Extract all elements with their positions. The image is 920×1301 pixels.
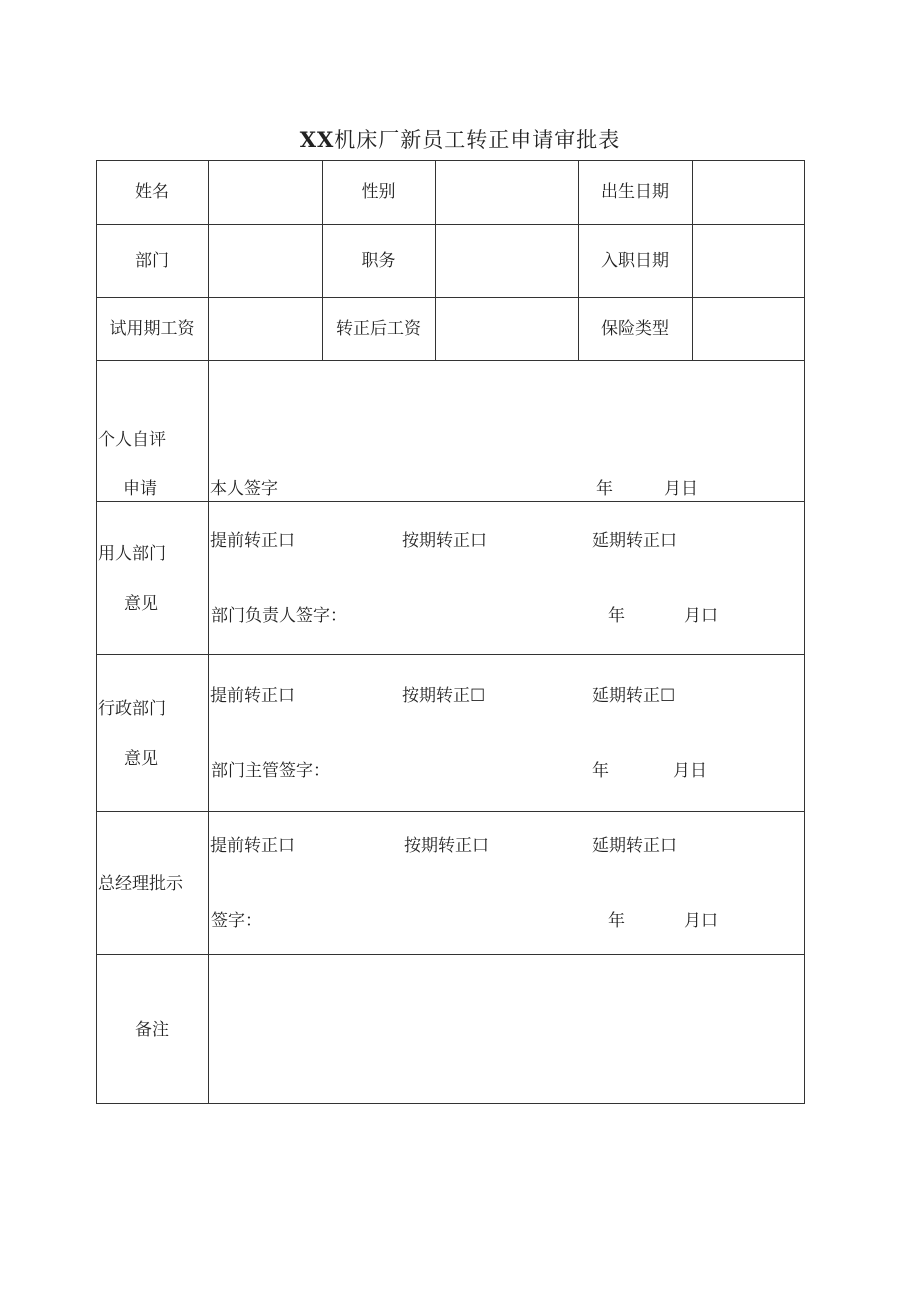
approval-form-table <box>96 160 805 1104</box>
admin-signature-label: 部门主管签字： <box>211 761 330 781</box>
gm-month-day-label: 月口 <box>684 911 718 931</box>
gm-opt-early: 提前转正口 <box>210 836 295 856</box>
self-eval-label-line2: 申请 <box>123 479 157 499</box>
gm-opt-delay: 延期转正口 <box>592 836 677 856</box>
employing-dept-label-line1: 用人部门 <box>98 544 166 564</box>
admin-opt-delay: 延期转正☐ <box>592 686 676 706</box>
form-title-main: 机床厂新员工转正申请审批表 <box>334 128 621 152</box>
regular-salary-label: 转正后工资 <box>336 319 421 339</box>
admin-dept-label-line2: 意见 <box>124 749 158 769</box>
self-year-label: 年 <box>596 479 613 499</box>
department-label: 部门 <box>135 251 169 271</box>
employing-opt-delay: 延期转正口 <box>592 531 677 551</box>
form-title-prefix: XX <box>299 127 335 152</box>
self-eval-label-line1: 个人自评 <box>98 430 166 450</box>
employing-signature-label: 部门负责人签字： <box>211 606 347 626</box>
admin-opt-early: 提前转正口 <box>210 686 295 706</box>
birth-date-label: 出生日期 <box>601 182 669 202</box>
gm-signature-label: 签字： <box>211 911 262 931</box>
gm-label: 总经理批示 <box>98 874 183 894</box>
position-label: 职务 <box>361 251 396 271</box>
hire-date-label: 入职日期 <box>601 251 669 271</box>
admin-opt-on-time: 按期转正☐ <box>402 686 486 706</box>
self-signature-label: 本人签字 <box>210 479 278 499</box>
gm-year-label: 年 <box>608 911 625 931</box>
admin-month-day-label: 月日 <box>673 761 707 781</box>
table-border <box>97 161 805 1104</box>
gender-label: 性别 <box>361 182 396 202</box>
employing-dept-label-line2: 意见 <box>124 594 158 614</box>
remarks-label: 备注 <box>135 1020 169 1040</box>
employing-month-day-label: 月口 <box>684 606 718 626</box>
table-grid <box>96 160 805 1104</box>
gm-opt-on-time: 按期转正口 <box>404 836 489 856</box>
probation-salary-label: 试用期工资 <box>109 319 195 339</box>
name-label: 姓名 <box>135 182 169 202</box>
employing-opt-on-time: 按期转正口 <box>402 531 487 551</box>
form-title <box>0 124 920 154</box>
insurance-type-label: 保险类型 <box>601 319 669 339</box>
self-month-day-label: 月日 <box>664 479 698 499</box>
employing-opt-early: 提前转正口 <box>210 531 295 551</box>
admin-dept-label-line1: 行政部门 <box>98 699 166 719</box>
employing-year-label: 年 <box>608 606 625 626</box>
admin-year-label: 年 <box>592 761 609 781</box>
